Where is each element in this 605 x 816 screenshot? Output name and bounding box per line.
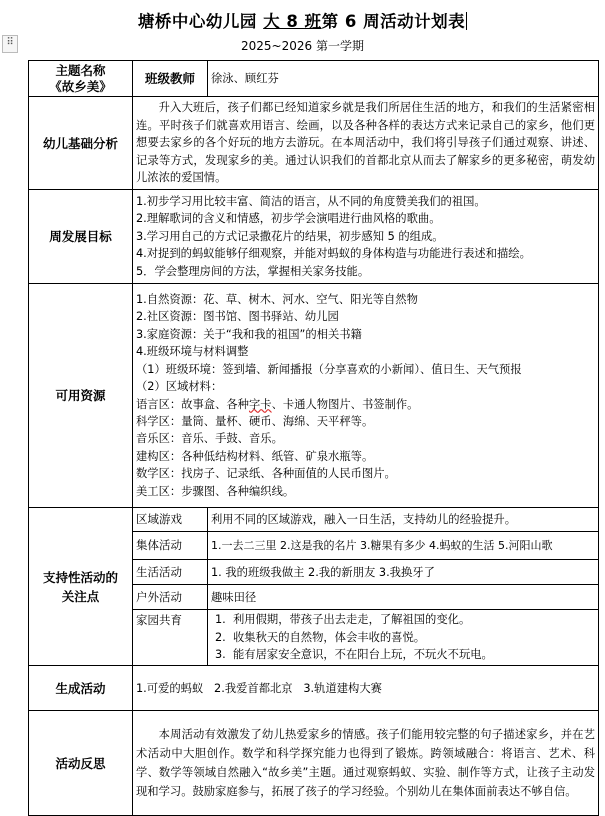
resource-line: 科学区：量筒、量杯、硬币、海绵、天平秤等。: [136, 414, 374, 428]
basis-text: 升入大班后，孩子们都已经知道家乡就是我们所居住生活的地方，和我们的生活紧密相连。平时孩子们就喜欢用语言、绘画，以及各种各样的表达方式来记录自己的家乡，他们更想要去家乡的各个好玩的地方去游玩。在本周活动中，我们将引导孩子们通过观察、讲述、记录等方式，发现家乡的美。通过认识我们的首都北京从而去了解家乡的更多秘密，萌发幼儿浓浓的爱国情。: [136, 101, 595, 185]
goals-label: 周发展目标: [29, 190, 133, 284]
theme-row: [29, 61, 599, 97]
support-name: 生活活动: [133, 560, 208, 585]
title-class: 大 8 班: [263, 12, 322, 31]
goals-row: [29, 190, 599, 284]
resource-line: 4.班级环境与材料调整: [136, 345, 249, 359]
home-items[interactable]: [208, 610, 599, 666]
theme-label: 主题名称: [55, 62, 106, 78]
support-label-line2: 关注点: [61, 588, 100, 604]
title-school: 塘桥中心幼儿园: [137, 12, 264, 31]
page-title: [0, 8, 605, 32]
support-name: 集体活动: [133, 532, 208, 560]
basis-label: 幼儿基础分析: [29, 97, 133, 190]
support-row-area: [29, 508, 599, 532]
resources-cell[interactable]: [133, 284, 599, 508]
table-move-handle-icon[interactable]: ⠿: [2, 35, 18, 53]
resource-line: 2.社区资源：图书馆、图书驿站、幼儿园: [136, 310, 339, 324]
resources-row: [29, 284, 599, 508]
support-name: 家园共育: [133, 610, 208, 666]
basis-row: [29, 97, 599, 190]
home-item: 2. 收集秋天的自然物，体会丰收的喜悦。: [215, 630, 426, 644]
support-label: [29, 508, 133, 666]
reflection-row: [29, 711, 599, 816]
resource-line: 数学区：找房子、记录纸、各种面值的人民币图片。: [136, 467, 396, 481]
resource-line: 音乐区：音乐、手鼓、音乐。: [136, 432, 283, 446]
support-name: 户外活动: [133, 585, 208, 610]
resource-line: 建构区：各种低结构材料、纸管、矿泉水瓶等。: [136, 449, 374, 463]
goals-cell[interactable]: [133, 190, 599, 284]
reflection-label: 活动反思: [29, 711, 133, 816]
support-label-line1: 支持性活动的: [42, 569, 118, 585]
page-subtitle: 2025~2026 第一学期: [241, 39, 364, 53]
teacher-names[interactable]: 徐泳、顾红芬: [208, 61, 599, 97]
resource-line: （2）区域材料：: [136, 380, 223, 394]
generated-content[interactable]: 1.可爱的蚂蚁 2.我爱首都北京 3.轨道建构大赛: [133, 666, 599, 711]
goal-item: 1.初步学习用比较丰富、简洁的语言，从不同的角度赞美我们的祖国。: [136, 194, 486, 208]
resource-line: 美工区：步骤图、各种编织线。: [136, 484, 295, 498]
support-content[interactable]: 利用不同的区域游戏，融入一日生活，支持幼儿的经验提升。: [208, 508, 599, 532]
home-item: 3. 能有居家安全意识，不在阳台上玩，不玩火不玩电。: [215, 648, 493, 662]
support-content[interactable]: 趣味田径: [208, 585, 599, 610]
generated-row: [29, 666, 599, 711]
title-week: 第 6 周活动计划表: [321, 12, 466, 31]
resource-line: （1）班级环境：签到墙、新闻播报（分享喜欢的小新闻）、值日生、天气预报: [136, 362, 522, 376]
language-area-prefix: 语言区：故事盒、各种: [136, 397, 249, 411]
goal-item: 2.理解歌词的含义和情感，初步学会演唱进行曲风格的歌曲。: [136, 212, 441, 226]
resource-line: 3.家庭资源：关于“我和我的祖国”的相关书籍: [136, 327, 362, 341]
spellcheck-word: 字卡: [248, 397, 272, 411]
theme-name: 《故乡美》: [49, 78, 112, 94]
language-area-suffix: 、卡通人物图片、书签制作。: [271, 397, 419, 411]
goal-item: 5．学会整理房间的方法，掌握相关家务技能。: [136, 264, 370, 278]
reflection-text: 本周活动有效激发了幼儿热爱家乡的情感。孩子们能用较完整的句子描述家乡，并在艺术活动中大胆创作。数学和科学探究能力也得到了锻炼。跨领域融合：将语言、艺术、科学、数学等领域自然融入“故乡美”主题。通过观察蚂蚁、实验、制作等方式，让孩子主动发现和学习。鼓励家庭参与，拓展了孩子的学习经验。个别幼儿在集体面前表达不够自信。: [136, 728, 595, 798]
support-content[interactable]: 1.一去二三里 2.这是我的名片 3.糖果有多少 4.蚂蚁的生活 5.河阳山歌: [208, 532, 599, 560]
resources-label: 可用资源: [29, 284, 133, 508]
plan-table: [28, 60, 599, 816]
text-cursor: [466, 12, 467, 30]
generated-label: 生成活动: [29, 666, 133, 711]
resource-line-language: [136, 396, 595, 413]
support-name: 区域游戏: [133, 508, 208, 532]
reflection-cell[interactable]: [133, 711, 599, 816]
support-content[interactable]: 1. 我的班级我做主 2.我的新朋友 3.我换牙了: [208, 560, 599, 585]
resource-line: 1.自然资源：花、草、树木、河水、空气、阳光等自然物: [136, 293, 418, 307]
goal-item: 4.对捉到的蚂蚁能够仔细观察，并能对蚂蚁的身体构造与功能进行表述和描绘。: [136, 247, 531, 261]
basis-cell[interactable]: [133, 97, 599, 190]
theme-cell: [29, 61, 133, 97]
home-item: 1. 利用假期，带孩子出去走走，了解祖国的变化。: [215, 613, 471, 627]
teacher-label: 班级教师: [133, 61, 208, 97]
goal-item: 3.学习用自己的方式记录撒花片的结果，初步感知 5 的组成。: [136, 229, 444, 243]
